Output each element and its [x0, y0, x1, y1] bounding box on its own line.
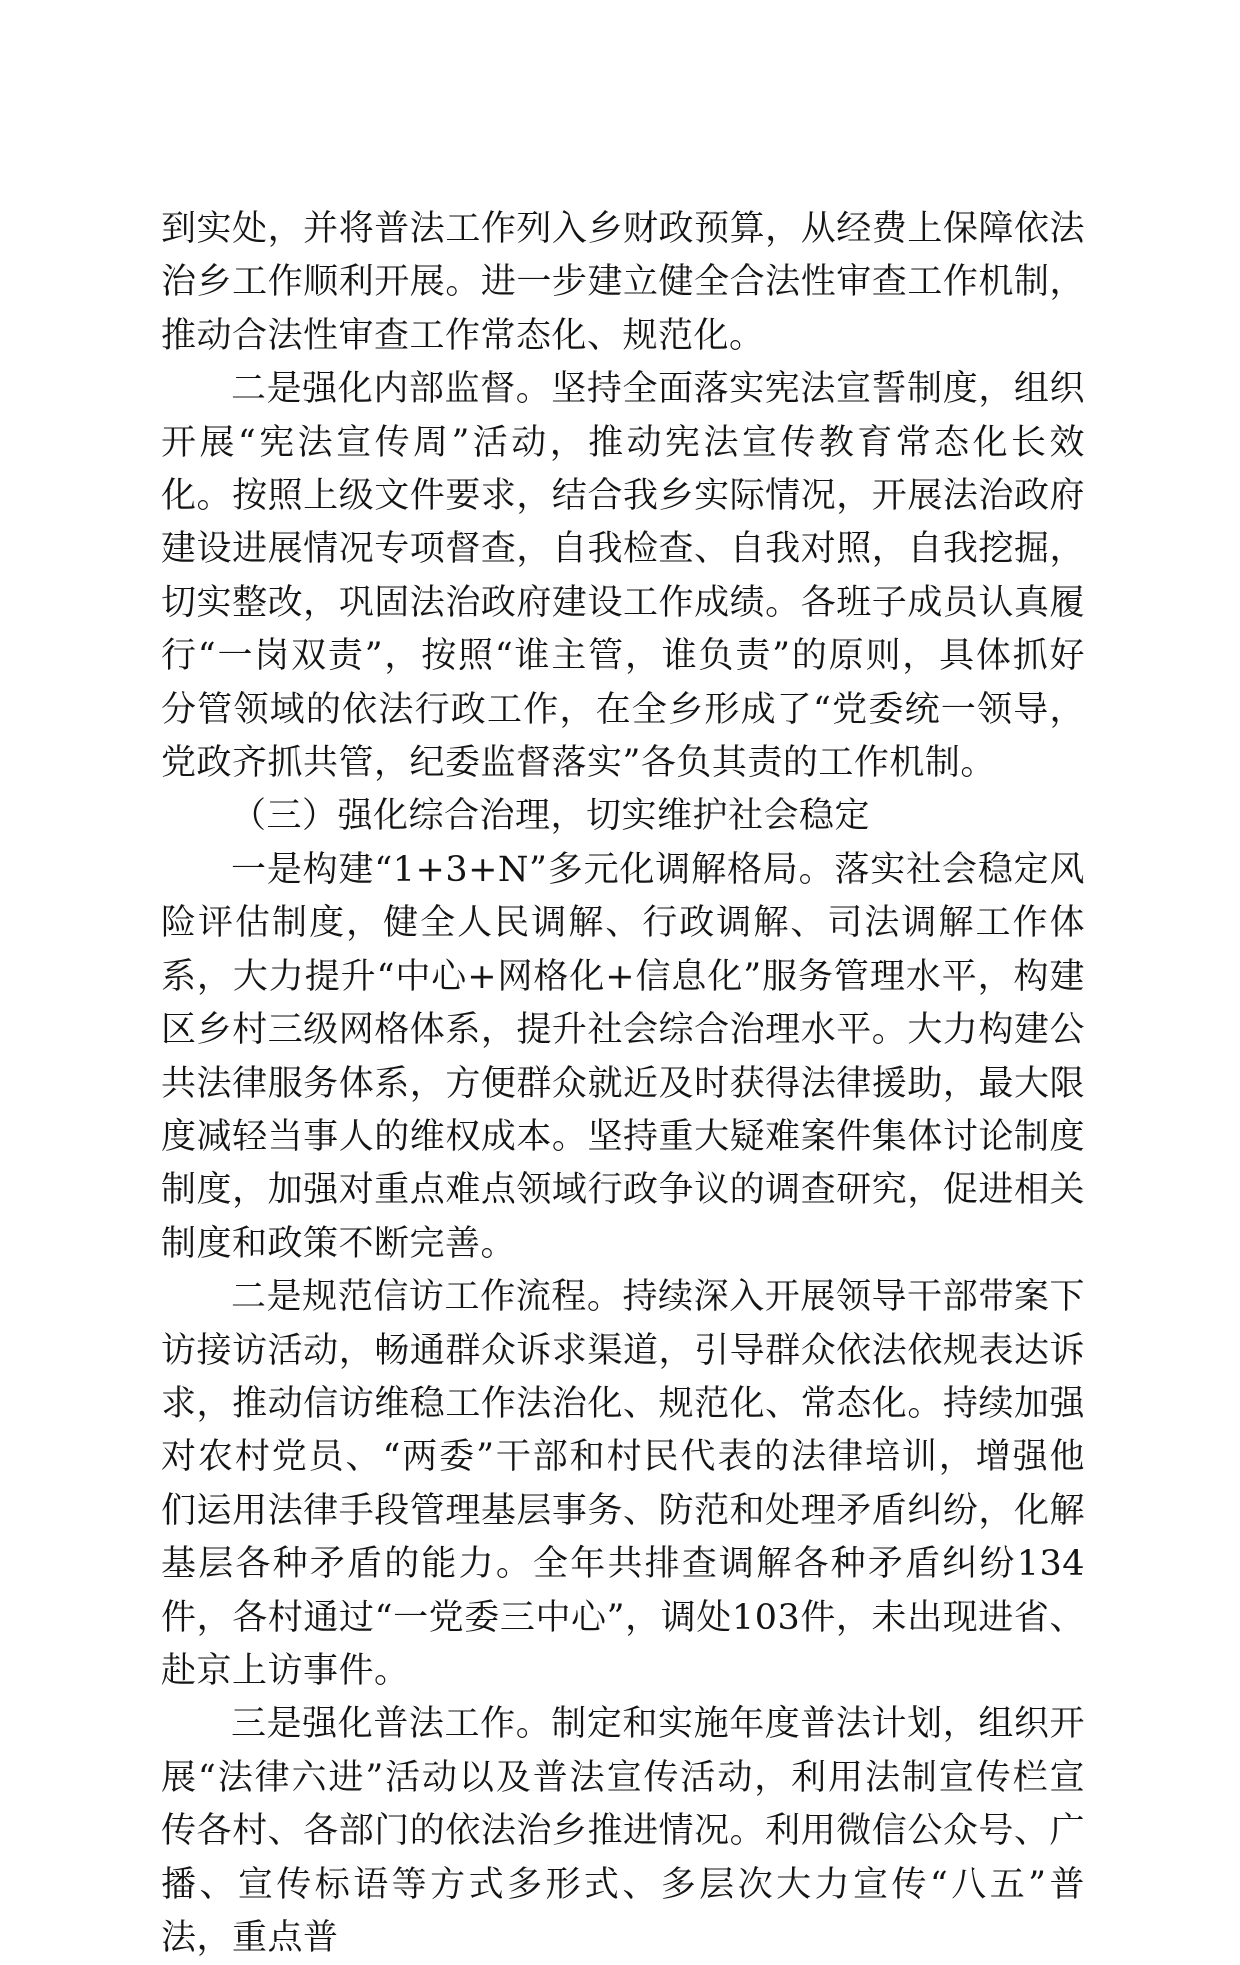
paragraph-mediation: 一是构建“1+3+N”多元化调解格局。落实社会稳定风险评估制度，健全人民调解、行政调解、司法调解工作体系，大力提升“中心+网格化+信息化”服务管理水平，构建区乡村三级网格体系，提升社会综合治理水平。大力构建公共法律服务体系，方便群众就近及时获得法律援助，最大限度减轻当事人的维权成本。坚持重大疑难案件集体讨论制度制度，加强对重点难点领域行政争议的调查研究，促进相关制度和政策不断完善。	[161, 849, 1085, 1264]
section-heading: （三）强化综合治理，切实维护社会稳定	[231, 796, 871, 837]
paragraph-petition: 二是规范信访工作流程。持续深入开展领导干部带案下访接访活动，畅通群众诉求渠道，引导群众依法依规表达诉求，推动信访维稳工作法治化、规范化、常态化。持续加强对农村党员、“两委”干部和村民代表的法律培训，增强他们运用法律手段管理基层事务、防范和处理矛盾纠纷，化解基层各种矛盾的能力。全年共排查调解各种矛盾纠纷134件，各村通过“一党委三中心”，调处103件，未出现进省、赴京上访事件。	[161, 1277, 1085, 1691]
paragraph-internal-supervision: 二是强化内部监督。坚持全面落实宪法宣誓制度，组织开展“宪法宣传周”活动，推动宪法宣传教育常态化长效化。按照上级文件要求，结合我乡实际情况，开展法治政府建设进展情况专项督查，自我检查、自我对照，自我挖掘，切实整改，巩固法治政府建设工作成绩。各班子成员认真履行“一岗双责”，按照“谁主管，谁负责”的原则，具体抓好分管领域的依法行政工作，在全乡形成了“党委统一领导，党政齐抓共管，纪委监督落实”各负其责的工作机制。	[161, 369, 1085, 784]
paragraph-law-popularization: 三是强化普法工作。制定和实施年度普法计划，组织开展“法律六进”活动以及普法宣传活动，利用法制宣传栏宣传各村、各部门的依法治乡推进情况。利用微信公众号、广播、宣传标语等方式多形式、多层次大力宣传“八五”普法，重点普	[161, 1704, 1085, 1958]
paragraph-continuation: 到实处，并将普法工作列入乡财政预算，从经费上保障依法治乡工作顺利开展。进一步建立健全合法性审查工作机制，推动合法性审查工作常态化、规范化。	[161, 209, 1085, 356]
body-text	[161, 203, 1085, 1965]
